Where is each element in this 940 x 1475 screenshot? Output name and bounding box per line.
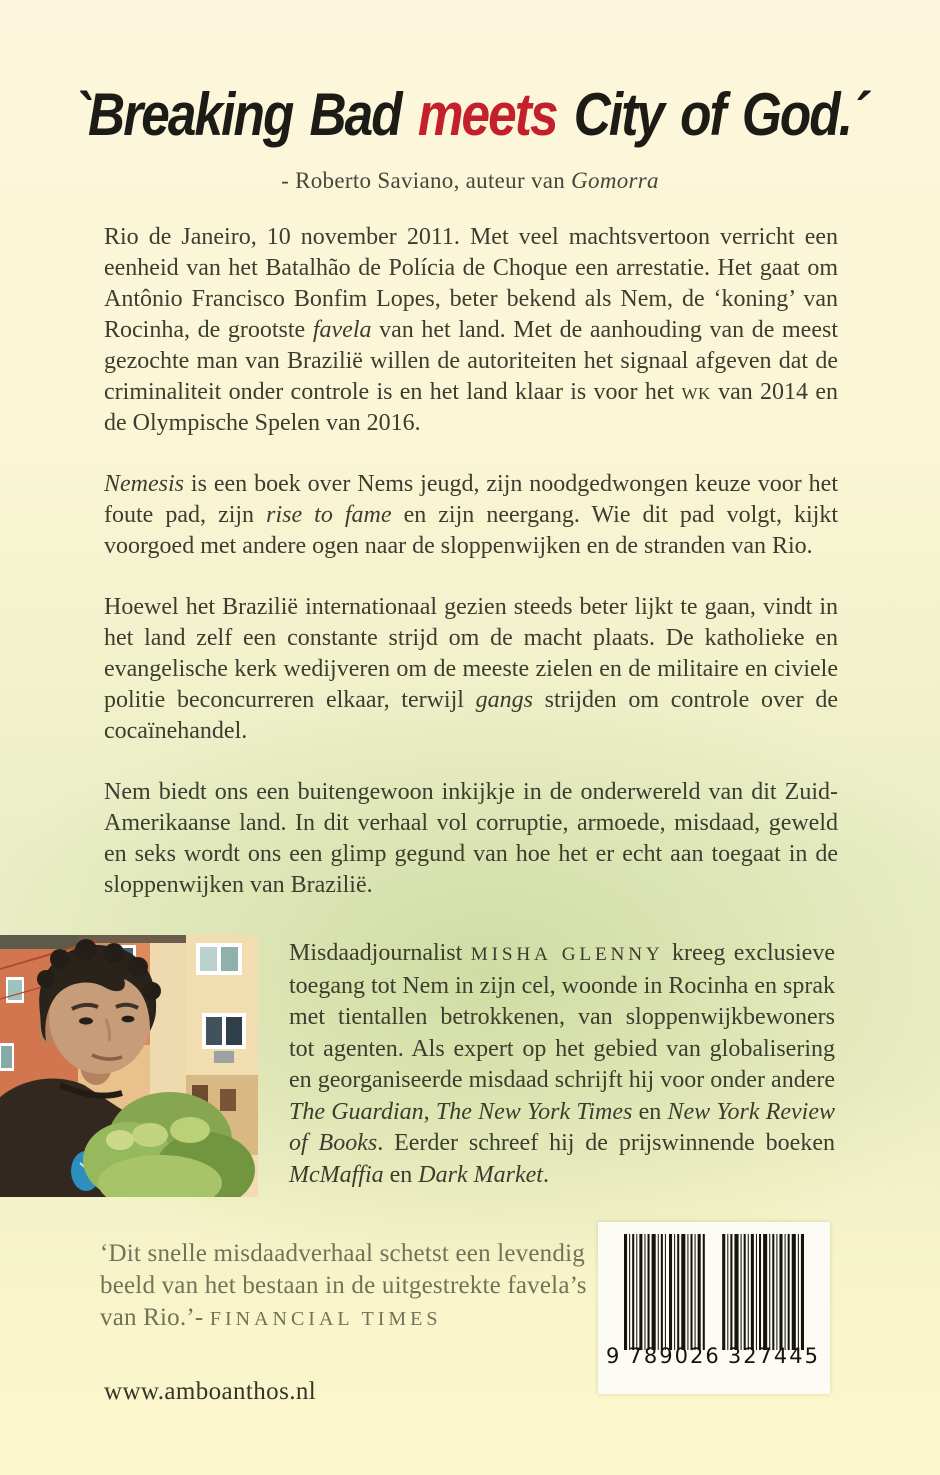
headline-text: `Breaking Bad meets City of God.´ [73, 81, 867, 149]
barcode-digit-group: 789026 [628, 1344, 721, 1368]
headline-quote [0, 81, 940, 149]
synopsis-paragraph: Nemesis is een boek over Nems jeugd, zijn noodgedwongen keuze voor het foute pad, zijn rise to fame en zijn neergang. Wie dit pad volgt, kijkt voorgoed met andere ogen naar de sloppenwijken en de stranden van Rio. [104, 471, 838, 559]
synopsis-block [104, 222, 838, 931]
website-url: www.amboanthos.nl [104, 1378, 317, 1405]
synopsis-paragraph: Hoewel het Brazilië internationaal gezien steeds beter lijkt te gaan, vindt in het land zelf een constante strijd om de macht plaats. De katholieke en evangelische kerk wedijveren om de meeste zielen en de militaire en civiele politie beconcurreren elkaar, terwijl gangs strijden om controle over de cocaïnehandel. [104, 594, 838, 744]
author-bio: Misdaadjournalist MISHA GLENNY kreeg exclusieve toegang tot Nem in zijn cel, woonde in Rocinha en sprak met tientallen betrokkenen, van sloppenwijkbewoners tot agenten. Als expert op het gebied van globalisering en georganiseerde misdaad schrijft hij voor onder andere The Guardian, The New York Times en New York Review of Books. Eerder schreef hij de prijswinnende boeken McMaffia en Dark Market. [289, 940, 836, 1188]
author-photo [0, 935, 258, 1197]
barcode-number [598, 1344, 830, 1368]
barcode-panel [598, 1222, 830, 1394]
press-quote: ‘Dit snelle misdaadverhaal schetst een levendig beeld van het bestaan in de uitgestrekte favela’s van Rio.’- FINANCIAL TIMES [100, 1240, 587, 1331]
attribution-line: - Roberto Saviano, auteur van Gomorra [281, 168, 659, 193]
barcode-digit-group: 327445 [727, 1344, 820, 1368]
synopsis-paragraph: Rio de Janeiro, 10 november 2011. Met veel machtsvertoon verricht een eenheid van het Batalhão de Polícia de Choque een arrestatie. Het gaat om Antônio Francisco Bonfim Lopes, beter bekend als Nem, de ‘koning’ van Rocinha, de grootste favela van het land. Met de aanhouding van de meest gezochte man van Brazilië willen de autoriteiten het signaal afgeven dat de criminaliteit onder controle is en het land klaar is voor het wk van 2014 en de Olympische Spelen van 2016. [104, 224, 839, 436]
synopsis-paragraph: Nem biedt ons een buitengewoon inkijkje in de onderwereld van dit Zuid-Amerikaanse land. In dit verhaal vol corruptie, armoede, misdaad, geweld en seks wordt ons een glimp gegund van hoe het er echt aan toegaat in de sloppenwijken van Brazilië. [104, 779, 838, 898]
barcode-bars [624, 1234, 804, 1350]
barcode-digit-group: 9 [606, 1344, 622, 1368]
